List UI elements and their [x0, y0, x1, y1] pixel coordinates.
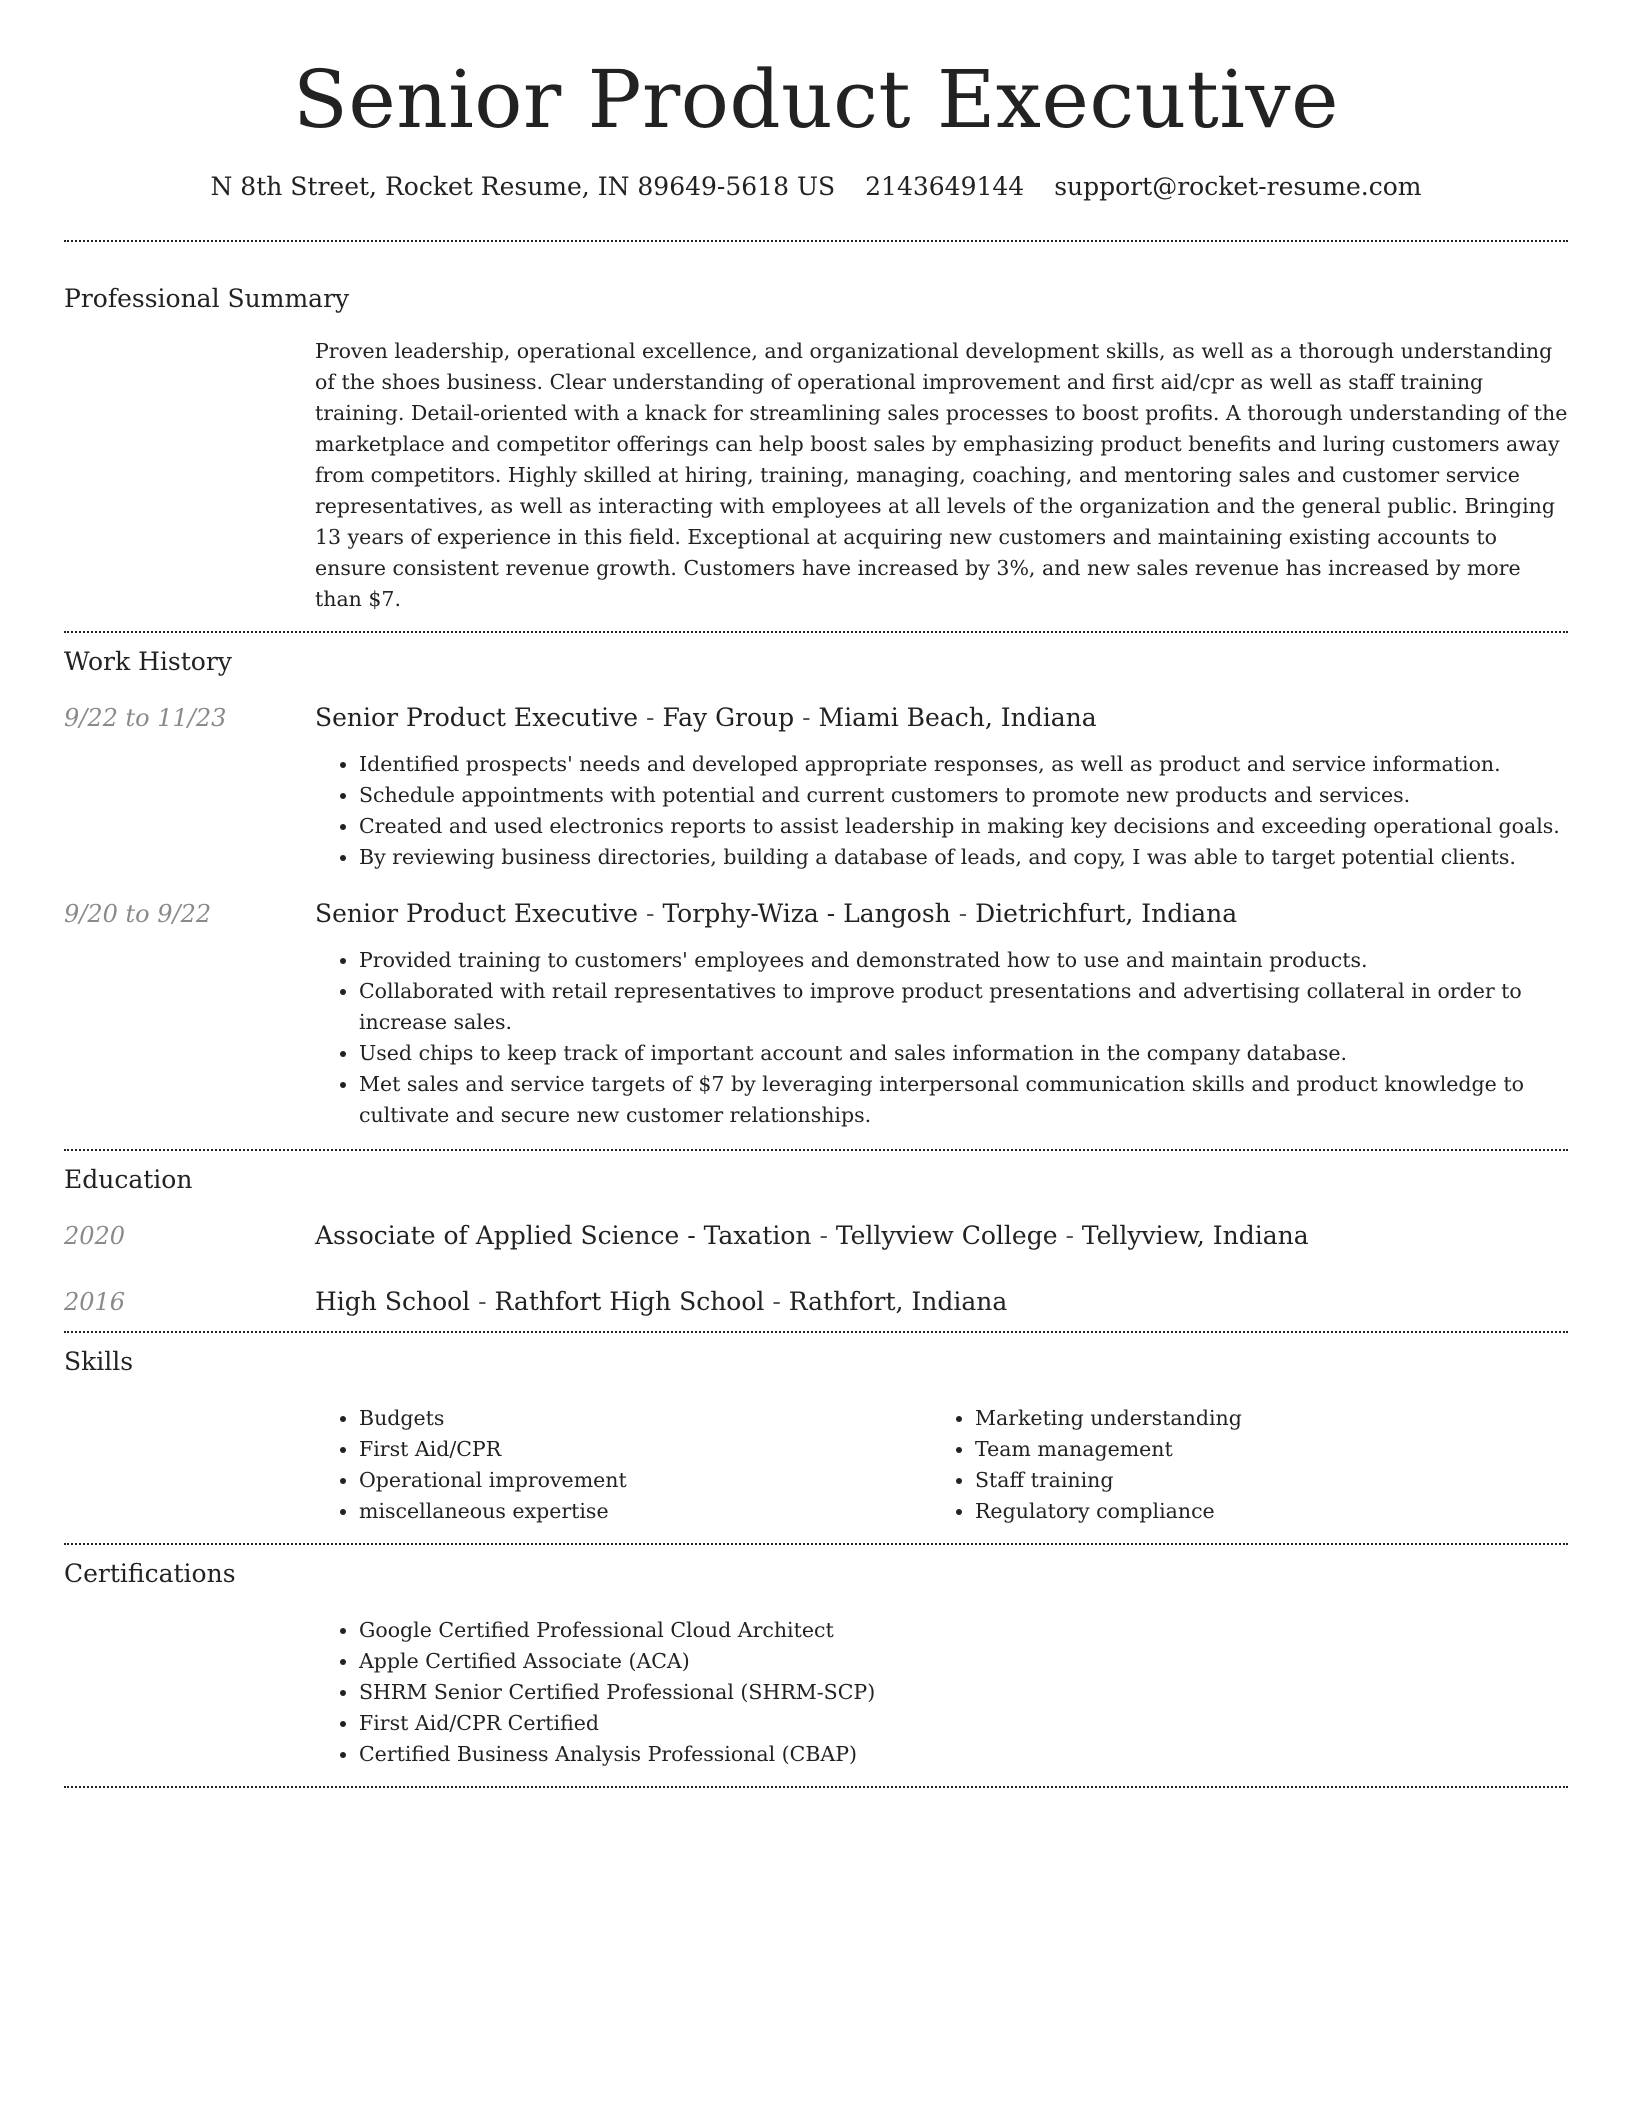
education-separator: -	[764, 1287, 789, 1316]
section-divider	[64, 1786, 1568, 1788]
job-bullet: • Provided training to customers' employees and demonstrated how to use and maintain products.	[359, 945, 1568, 976]
certifications-title: Certifications	[64, 1559, 236, 1588]
job-separator: -	[794, 703, 819, 732]
job-entry	[64, 897, 1568, 931]
certification-item: • First Aid/CPR Certified	[359, 1708, 1568, 1739]
job-location: Miami Beach, Indiana	[818, 703, 1097, 732]
job-bullets	[64, 749, 1568, 873]
job-bullet: • Identified prospects' needs and developed appropriate responses, as well as product and service information.	[359, 749, 1568, 780]
skills-column-right	[931, 1403, 1547, 1527]
job-separator: -	[950, 899, 976, 928]
skill-item: • Regulatory compliance	[975, 1496, 1547, 1527]
certifications-list	[64, 1615, 1568, 1770]
education-entry	[64, 1285, 1568, 1319]
contact-phone: 2143649144	[865, 172, 1025, 201]
section-divider	[64, 1543, 1568, 1545]
skills-grid	[64, 1403, 1568, 1527]
skills-column-left	[315, 1403, 931, 1527]
certification-item: • Certified Business Analysis Professional (CBAP)	[359, 1739, 1568, 1770]
job-dates: 9/22 to 11/23	[64, 704, 227, 732]
contact-address: N 8th Street, Rocket Resume, IN 89649-5618 US	[210, 172, 836, 201]
skill-item: • First Aid/CPR	[359, 1434, 931, 1465]
certifications-section	[64, 1557, 1568, 1786]
job-position: Senior Product Executive	[315, 899, 639, 928]
job-company: Fay Group	[662, 703, 795, 732]
education-separator: -	[470, 1287, 495, 1316]
job-dates: 9/20 to 9/22	[64, 900, 212, 928]
education-separator: -	[1057, 1221, 1082, 1250]
job-bullet: • Schedule appointments with potential and current customers to promote new products and services.	[359, 780, 1568, 811]
job-bullet: • Created and used electronics reports to assist leadership in making key decisions and exceeding operational goals.	[359, 811, 1568, 842]
skill-item: • Operational improvement	[359, 1465, 931, 1496]
work-history-title: Work History	[64, 647, 232, 676]
section-divider	[64, 1331, 1568, 1333]
skill-item: • miscellaneous expertise	[359, 1496, 931, 1527]
education-school: Rathfort High School	[494, 1287, 765, 1316]
job-entry	[64, 701, 1568, 735]
job-position: Senior Product Executive	[315, 703, 639, 732]
certification-item: • Apple Certified Associate (ACA)	[359, 1646, 1568, 1677]
education-title: Education	[64, 1165, 193, 1194]
summary-section	[64, 282, 1568, 631]
skill-item: • Team management	[975, 1434, 1547, 1465]
job-company: Torphy-Wiza - Langosh	[662, 899, 951, 928]
skill-item: • Marketing understanding	[975, 1403, 1547, 1434]
job-bullets	[64, 945, 1568, 1131]
education-location: Tellyview, Indiana	[1081, 1221, 1309, 1250]
education-year: 2016	[64, 1288, 126, 1316]
certification-item: • Google Certified Professional Cloud Architect	[359, 1615, 1568, 1646]
education-location: Rathfort, Indiana	[788, 1287, 1008, 1316]
education-degree: High School	[315, 1287, 471, 1316]
education-entry	[64, 1219, 1568, 1253]
resume-name: Senior Product Executive	[293, 53, 1339, 146]
section-divider	[64, 1149, 1568, 1151]
certification-item: • SHRM Senior Certified Professional (SHRM-SCP)	[359, 1677, 1568, 1708]
education-school: Tellyview College	[835, 1221, 1058, 1250]
job-separator: -	[638, 703, 663, 732]
job-heading	[315, 701, 1097, 735]
education-section	[64, 1163, 1568, 1331]
job-separator: -	[638, 899, 663, 928]
job-location: Dietrichfurt, Indiana	[975, 899, 1238, 928]
job-heading	[315, 897, 1237, 931]
education-heading	[315, 1285, 1007, 1319]
contact-email: support@rocket-resume.com	[1054, 172, 1422, 201]
skill-item: • Budgets	[359, 1403, 931, 1434]
section-divider	[64, 631, 1568, 633]
skills-title: Skills	[64, 1347, 134, 1376]
summary-text: Proven leadership, operational excellence, and organizational development skills, as well as a thorough understanding of the shoes business. Clear understanding of operational improvement and first aid/cpr as well as staff training training. Detail-oriented with a knack for streamlining sales processes to boost profits. A thorough understanding of the marketplace and competitor offerings can help boost sales by emphasizing product benefits and luring customers away from competitors. Highly skilled at hiring, training, managing, coaching, and mentoring sales and customer service representatives, as well as interacting with employees at all levels of the organization and the general public. Bringing 13 years of experience in this field. Exceptional at acquiring new customers and maintaining existing accounts to ensure consistent revenue growth. Customers have increased by 3%, and new sales revenue has increased by more than $7.	[315, 339, 1568, 611]
contact-line	[64, 170, 1568, 204]
summary-title: Professional Summary	[64, 284, 350, 313]
education-heading	[315, 1219, 1309, 1253]
education-separator: -	[811, 1221, 836, 1250]
job-bullet: • Met sales and service targets of $7 by leveraging interpersonal communication skills and product knowledge to cultivate and secure new customer relationships.	[359, 1069, 1568, 1131]
section-divider	[64, 240, 1568, 242]
skills-section	[64, 1345, 1568, 1543]
skill-item: • Staff training	[975, 1465, 1547, 1496]
education-degree: Associate of Applied Science - Taxation	[315, 1221, 812, 1250]
work-history-section	[64, 645, 1568, 1149]
education-year: 2020	[64, 1222, 126, 1250]
job-bullet: • By reviewing business directories, building a database of leads, and copy, I was able to target potential clients.	[359, 842, 1568, 873]
job-bullet: • Used chips to keep track of important account and sales information in the company database.	[359, 1038, 1568, 1069]
job-bullet: • Collaborated with retail representatives to improve product presentations and advertising collateral in order to increase sales.	[359, 976, 1568, 1038]
